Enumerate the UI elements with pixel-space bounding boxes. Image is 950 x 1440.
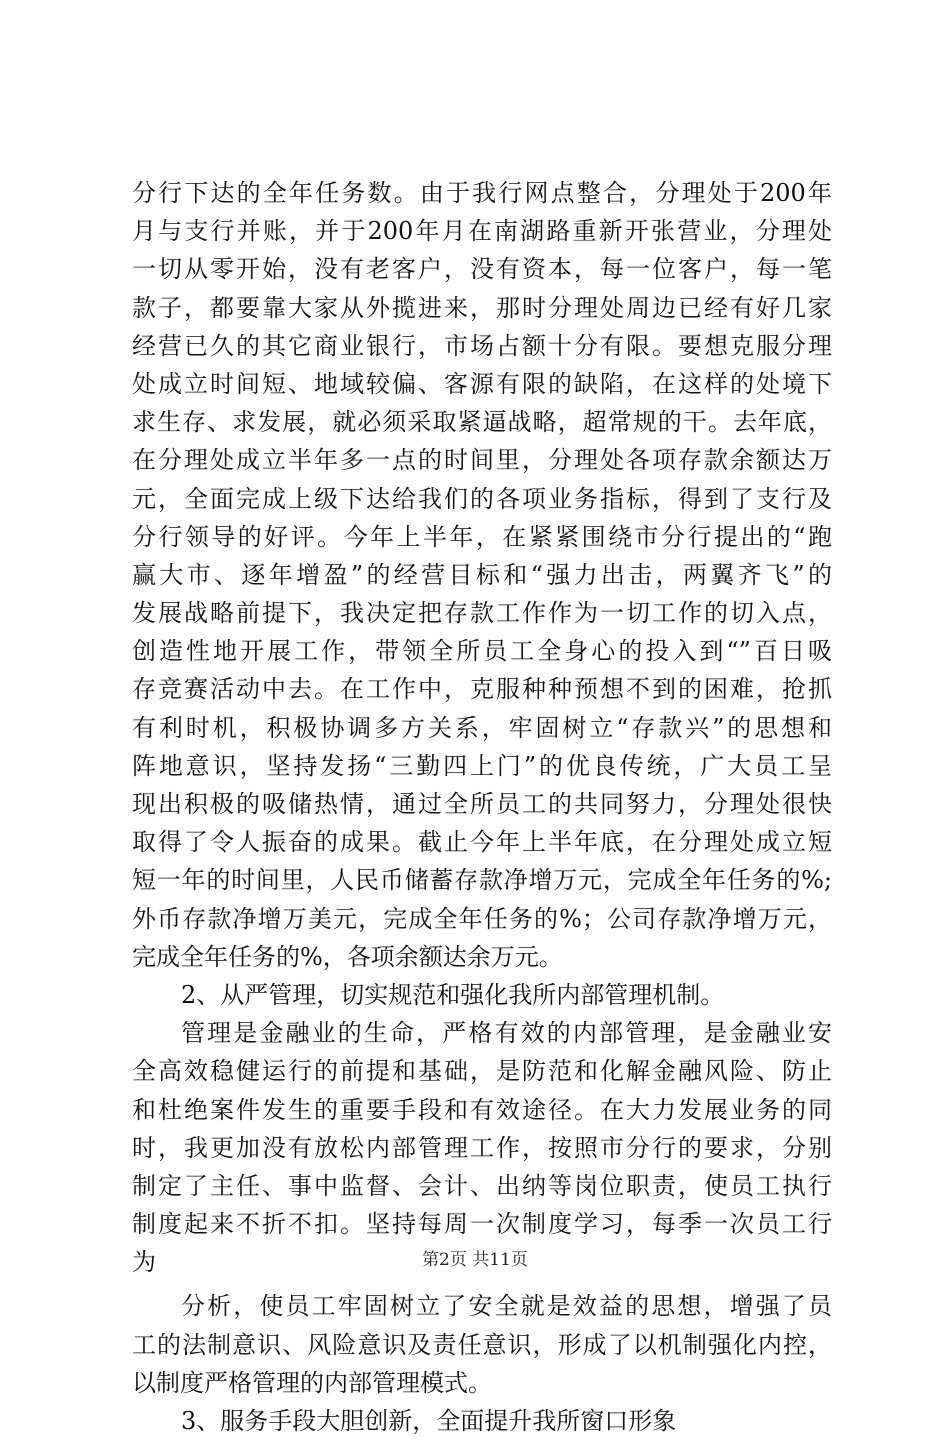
text-line: 分析，使员工牢固树立了安全就是效益的思想，增强了员	[181, 1292, 832, 1321]
text-line: 在分理处成立半年多一点的时间里，分理处各项存款余额达万	[132, 446, 832, 475]
section-heading: 2、从严管理，切实规范和强化我所内部管理机制。	[181, 980, 725, 1009]
text-line: 工的法制意识、风险意识及责任意识，形成了以机制强化内控，	[132, 1330, 832, 1359]
text-line: 发展战略前提下，我决定把存款工作作为一切工作的切入点，	[132, 599, 832, 628]
text-line: 求生存、求发展，就必须采取紧逼战略，超常规的干。去年底，	[132, 408, 832, 437]
text-line: 管理是金融业的生命，严格有效的内部管理，是金融业安	[181, 1019, 832, 1048]
text-line: 短一年的时间里，人民币储蓄存款净增万元，完成全年任务的%;	[132, 866, 832, 895]
text-line: 外币存款净增万美元，完成全年任务的%；公司存款净增万元，	[132, 904, 832, 933]
text-line: 全高效稳健运行的前提和基础，是防范和化解金融风险、防止	[132, 1057, 832, 1086]
text-line: 时，我更加没有放松内部管理工作，按照市分行的要求，分别	[132, 1133, 832, 1162]
text-line: 现出积极的吸储热情，通过全所员工的共同努力，分理处很快	[132, 790, 832, 818]
text-line: 分行下达的全年任务数。由于我行网点整合，分理处于200年	[132, 179, 832, 207]
text-line: 一切从零开始，没有老客户，没有资本，每一位客户，每一笔	[132, 255, 832, 284]
section-heading: 3、服务手段大胆创新，全面提升我所窗口形象	[181, 1407, 677, 1435]
text-line: 为	[132, 1248, 156, 1277]
text-line: 阵地意识，坚持发扬“三勤四上门”的优良传统，广大员工呈	[132, 751, 832, 780]
text-line: 有利时机，积极协调多方关系，牢固树立“存款兴”的思想和	[132, 713, 832, 742]
text-line: 取得了令人振奋的成果。截止今年上半年底，在分理处成立短	[132, 828, 832, 857]
text-line: 月与支行并账，并于200年月在南湖路重新开张营业，分理处	[132, 217, 832, 246]
text-line: 元，全面完成上级下达给我们的各项业务指标，得到了支行及	[132, 484, 832, 513]
text-line: 经营已久的其它商业银行，市场占额十分有限。要想克服分理	[132, 331, 832, 360]
text-line: 分行领导的好评。今年上半年，在紧紧围绕市分行提出的“跑	[132, 522, 832, 551]
text-line: 款子，都要靠大家从外揽进来，那时分理处周边已经有好几家	[132, 293, 832, 322]
text-line: 创造性地开展工作，带领全所员工全身心的投入到“”百日吸	[132, 637, 832, 666]
text-line: 完成全年任务的%，各项余额达余万元。	[132, 942, 563, 971]
text-line: 制度起来不折不扣。坚持每周一次制度学习，每季一次员工行	[132, 1210, 832, 1239]
text-line: 赢大市、逐年增盈”的经营目标和“强力出击，两翼齐飞”的	[132, 560, 832, 589]
text-line: 以制度严格管理的内部管理模式。	[132, 1368, 492, 1397]
page-number-footer: 第2页 共11页	[422, 1250, 528, 1270]
text-line: 制定了主任、事中监督、会计、出纳等岗位职责，使员工执行	[132, 1171, 832, 1200]
text-line: 和杜绝案件发生的重要手段和有效途径。在大力发展业务的同	[132, 1095, 832, 1124]
text-line: 处成立时间短、地域较偏、客源有限的缺陷，在这样的处境下	[132, 369, 832, 398]
text-line: 存竞赛活动中去。在工作中，克服种种预想不到的困难，抢抓	[132, 675, 832, 704]
